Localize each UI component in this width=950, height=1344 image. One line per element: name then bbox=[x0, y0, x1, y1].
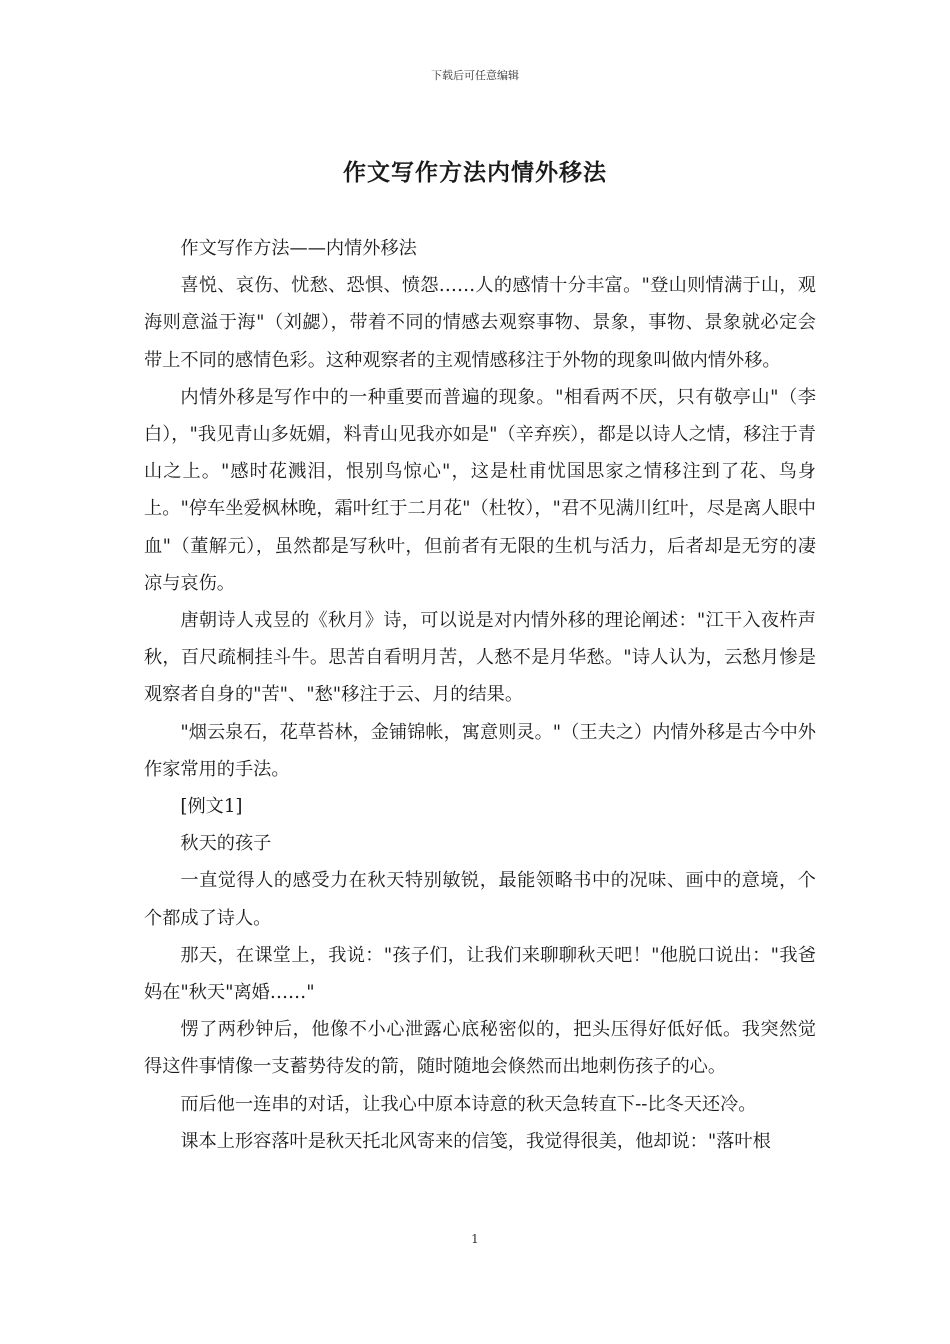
document-body bbox=[144, 230, 816, 1160]
paragraph: 愣了两秒钟后，他像不小心泄露心底秘密似的，把头压得好低好低。我突然觉得这件事情像一支蓄势待发的箭，随时随地会倏然而出地刺伤孩子的心。 bbox=[144, 1019, 816, 1078]
paragraph: 喜悦、哀伤、忧愁、恐惧、愤怨……人的感情十分丰富。"登山则情满于山，观海则意溢于海"（刘勰），带着不同的情感去观察事物、景象，事物、景象就必定会带上不同的感情色彩。这种观察者的主观情感移注于外物的现象叫做内情外移。 bbox=[144, 275, 816, 371]
paragraph: 课本上形容落叶是秋天托北风寄来的信笺，我觉得很美，他却说："落叶根 bbox=[180, 1130, 771, 1152]
example-title: 秋天的孩子 bbox=[180, 833, 272, 855]
paragraph: 那天，在课堂上，我说："孩子们，让我们来聊聊秋天吧！"他脱口说出："我爸妈在"秋天"离婚……" bbox=[144, 944, 816, 1004]
paragraph: 唐朝诗人戎昱的《秋月》诗，可以说是对内情外移的理论阐述："江干入夜杵声秋，百尺疏桐挂斗牛。思苦自看明月苦，人愁不是月华愁。"诗人认为，云愁月惨是观察者自身的"苦"、"愁"移注于云、月的结果。 bbox=[144, 610, 816, 706]
paragraph: 而后他一连串的对话，让我心中原本诗意的秋天急转直下--比冬天还冷。 bbox=[180, 1093, 757, 1115]
page-header: 下载后可任意编辑 bbox=[431, 69, 519, 82]
paragraph: "烟云泉石，花草苔林，金铺锦帐，寓意则灵。"（王夫之）内情外移是古今中外作家常用的手法。 bbox=[144, 721, 816, 780]
document-title: 作文写作方法内情外移法 bbox=[343, 159, 607, 186]
page-number: 1 bbox=[471, 1232, 479, 1246]
paragraph: 内情外移是写作中的一种重要而普遍的现象。"相看两不厌，只有敬亭山"（李白），"我见青山多妩媚，料青山见我亦如是"（辛弃疾），都是以诗人之情，移注于青山之上。"感时花溅泪，恨别鸟惊心"，这是杜甫忧国思家之情移注到了花、鸟身上。"停车坐爱枫林晚，霜叶红于二月花"（杜牧），"君不见满川红叶，尽是离人眼中血"（董解元），虽然都是写秋叶，但前者有无限的生机与活力，后者却是无穷的凄凉与哀伤。 bbox=[144, 386, 816, 594]
paragraph: 一直觉得人的感受力在秋天特别敏锐，最能领略书中的况味、画中的意境，个个都成了诗人。 bbox=[144, 870, 816, 929]
example-label: [例文1] bbox=[180, 796, 243, 818]
paragraph-subtitle: 作文写作方法——内情外移法 bbox=[180, 238, 417, 259]
